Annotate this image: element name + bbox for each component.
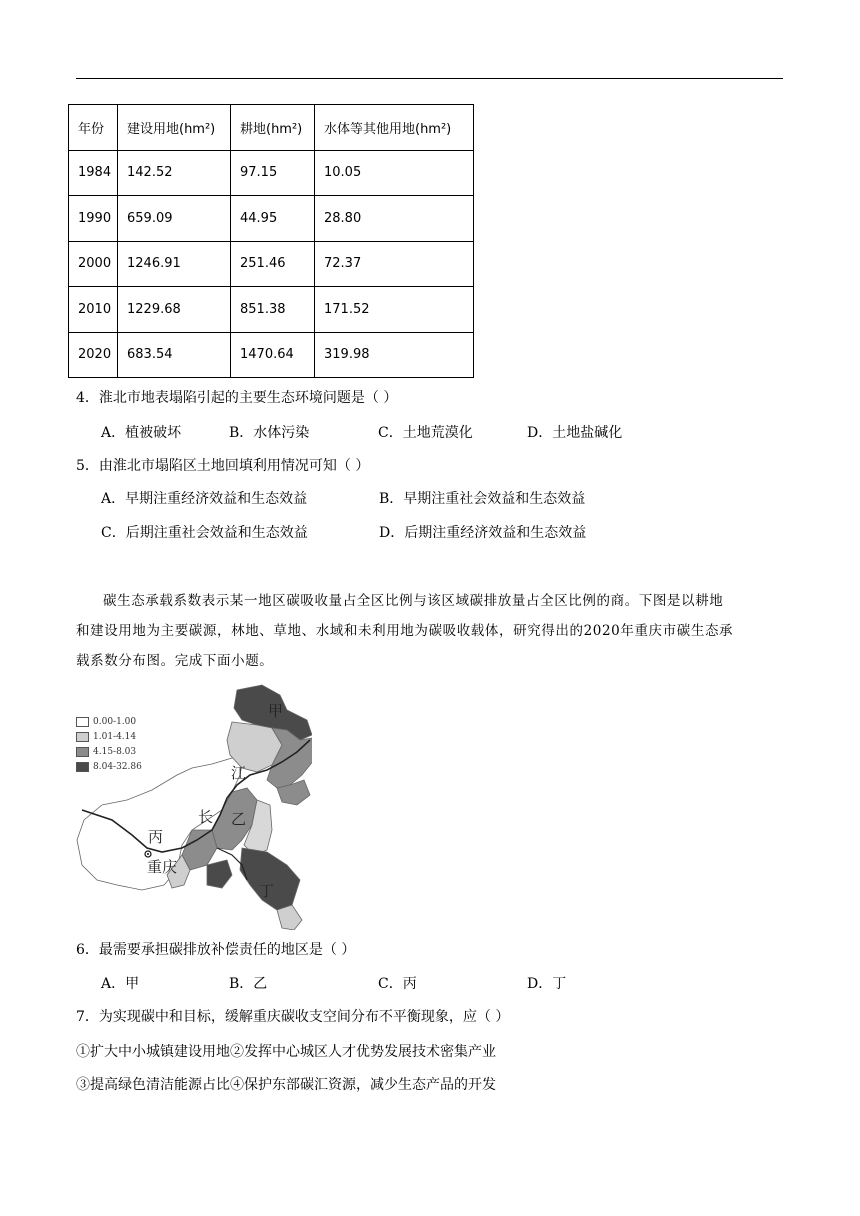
map-label-bing: 丙 bbox=[148, 828, 164, 846]
intro-line-1: 碳生态承载系数表示某一地区碳吸收量占全区比例与该区域碳排放量占全区比例的商。下图是以耕地 bbox=[103, 593, 724, 609]
legend-label: 8.04-32.86 bbox=[93, 761, 142, 772]
legend-item bbox=[76, 744, 142, 759]
table-cell: 2020 bbox=[69, 332, 118, 378]
table-cell: 142.52 bbox=[118, 150, 231, 196]
table-cell: 683.54 bbox=[118, 332, 231, 378]
table-cell: 171.52 bbox=[315, 287, 474, 333]
table-cell: 1990 bbox=[69, 196, 118, 242]
intro-line-2: 和建设用地为主要碳源，林地、草地、水域和未利用地为碳吸收载体，研究得出的2020年重庆市碳生态承 bbox=[76, 623, 734, 639]
intro-line-3: 载系数分布图。完成下面小题。 bbox=[76, 653, 274, 669]
question-4-stem: 4．淮北市地表塌陷引起的主要生态环境问题是（ ） bbox=[76, 390, 398, 406]
table-cell: 2010 bbox=[69, 287, 118, 333]
question-7-statements-2: ③提高绿色清洁能源占比④保护东部碳汇资源，减少生态产品的开发 bbox=[76, 1077, 496, 1093]
table-cell: 44.95 bbox=[231, 196, 315, 242]
table-cell: 1984 bbox=[69, 150, 118, 196]
col-header-year: 年份 bbox=[69, 105, 118, 151]
question-4-option-b: B．水体污染 bbox=[229, 425, 310, 441]
table-cell: 28.80 bbox=[315, 196, 474, 242]
table-cell: 1246.91 bbox=[118, 241, 231, 287]
question-7-stem: 7．为实现碳中和目标，缓解重庆碳收支空间分布不平衡现象，应（ ） bbox=[76, 1009, 510, 1025]
col-header-water-other: 水体等其他用地(hm²) bbox=[315, 105, 474, 151]
question-6-option-b: B．乙 bbox=[229, 976, 268, 992]
map-label-ding: 丁 bbox=[259, 882, 275, 900]
legend-item bbox=[76, 729, 142, 744]
question-7-statements-1: ①扩大中小城镇建设用地②发挥中心城区人才优势发展技术密集产业 bbox=[76, 1044, 496, 1060]
question-6-option-a: A．甲 bbox=[101, 976, 140, 992]
legend-label: 4.15-8.03 bbox=[93, 746, 137, 757]
col-header-farmland: 耕地(hm²) bbox=[231, 105, 315, 151]
question-4-option-c: C．土地荒漠化 bbox=[378, 425, 473, 441]
table-cell: 97.15 bbox=[231, 150, 315, 196]
map-region-sw2 bbox=[207, 860, 232, 888]
table-row bbox=[69, 150, 474, 196]
question-6-stem: 6．最需要承担碳排放补偿责任的地区是（ ） bbox=[76, 942, 356, 958]
legend-swatch bbox=[76, 762, 89, 772]
table-row bbox=[69, 196, 474, 242]
table-cell: 2000 bbox=[69, 241, 118, 287]
table-cell: 251.46 bbox=[231, 241, 315, 287]
land-use-table bbox=[68, 104, 474, 378]
legend-label: 1.01-4.14 bbox=[93, 731, 137, 742]
header-rule bbox=[76, 78, 783, 79]
intro-paragraph bbox=[76, 586, 783, 676]
table-cell: 1470.64 bbox=[231, 332, 315, 378]
legend-item bbox=[76, 714, 142, 729]
legend-swatch bbox=[76, 717, 89, 727]
table-cell: 319.98 bbox=[315, 332, 474, 378]
legend-item bbox=[76, 759, 142, 774]
question-6-option-c: C．丙 bbox=[378, 976, 417, 992]
table-cell: 10.05 bbox=[315, 150, 474, 196]
table-header-row bbox=[69, 105, 474, 151]
question-5-option-c: C．后期注重社会效益和生态效益 bbox=[101, 525, 308, 541]
map-label-jiang: 江 bbox=[231, 764, 247, 782]
question-4-option-d: D．土地盐碱化 bbox=[527, 425, 623, 441]
table-cell: 72.37 bbox=[315, 241, 474, 287]
table-row bbox=[69, 241, 474, 287]
question-6-option-d: D．丁 bbox=[527, 976, 567, 992]
map-region-ding-south bbox=[277, 905, 302, 930]
map-label-jia: 甲 bbox=[268, 702, 284, 720]
legend-swatch bbox=[76, 747, 89, 757]
legend-label: 0.00-1.00 bbox=[93, 716, 137, 727]
question-5-option-d: D．后期注重经济效益和生态效益 bbox=[379, 525, 587, 541]
map-label-chongqing: 重庆 bbox=[147, 858, 178, 876]
table-cell: 851.38 bbox=[231, 287, 315, 333]
table-cell: 1229.68 bbox=[118, 287, 231, 333]
legend-swatch bbox=[76, 732, 89, 742]
question-4-option-a: A．植被破坏 bbox=[101, 425, 182, 441]
map-label-chang: 长 bbox=[198, 808, 214, 826]
question-5-option-a: A．早期注重经济效益和生态效益 bbox=[101, 491, 308, 507]
question-5-option-b: B．早期注重社会效益和生态效益 bbox=[379, 491, 586, 507]
table-row bbox=[69, 332, 474, 378]
map-label-yi: 乙 bbox=[231, 810, 247, 828]
question-5-stem: 5．由淮北市塌陷区土地回填利用情况可知（ ） bbox=[76, 458, 370, 474]
map-legend bbox=[76, 714, 142, 774]
chongqing-city-dot bbox=[147, 853, 149, 855]
col-header-construction: 建设用地(hm²) bbox=[118, 105, 231, 151]
table-cell: 659.09 bbox=[118, 196, 231, 242]
table-row bbox=[69, 287, 474, 333]
